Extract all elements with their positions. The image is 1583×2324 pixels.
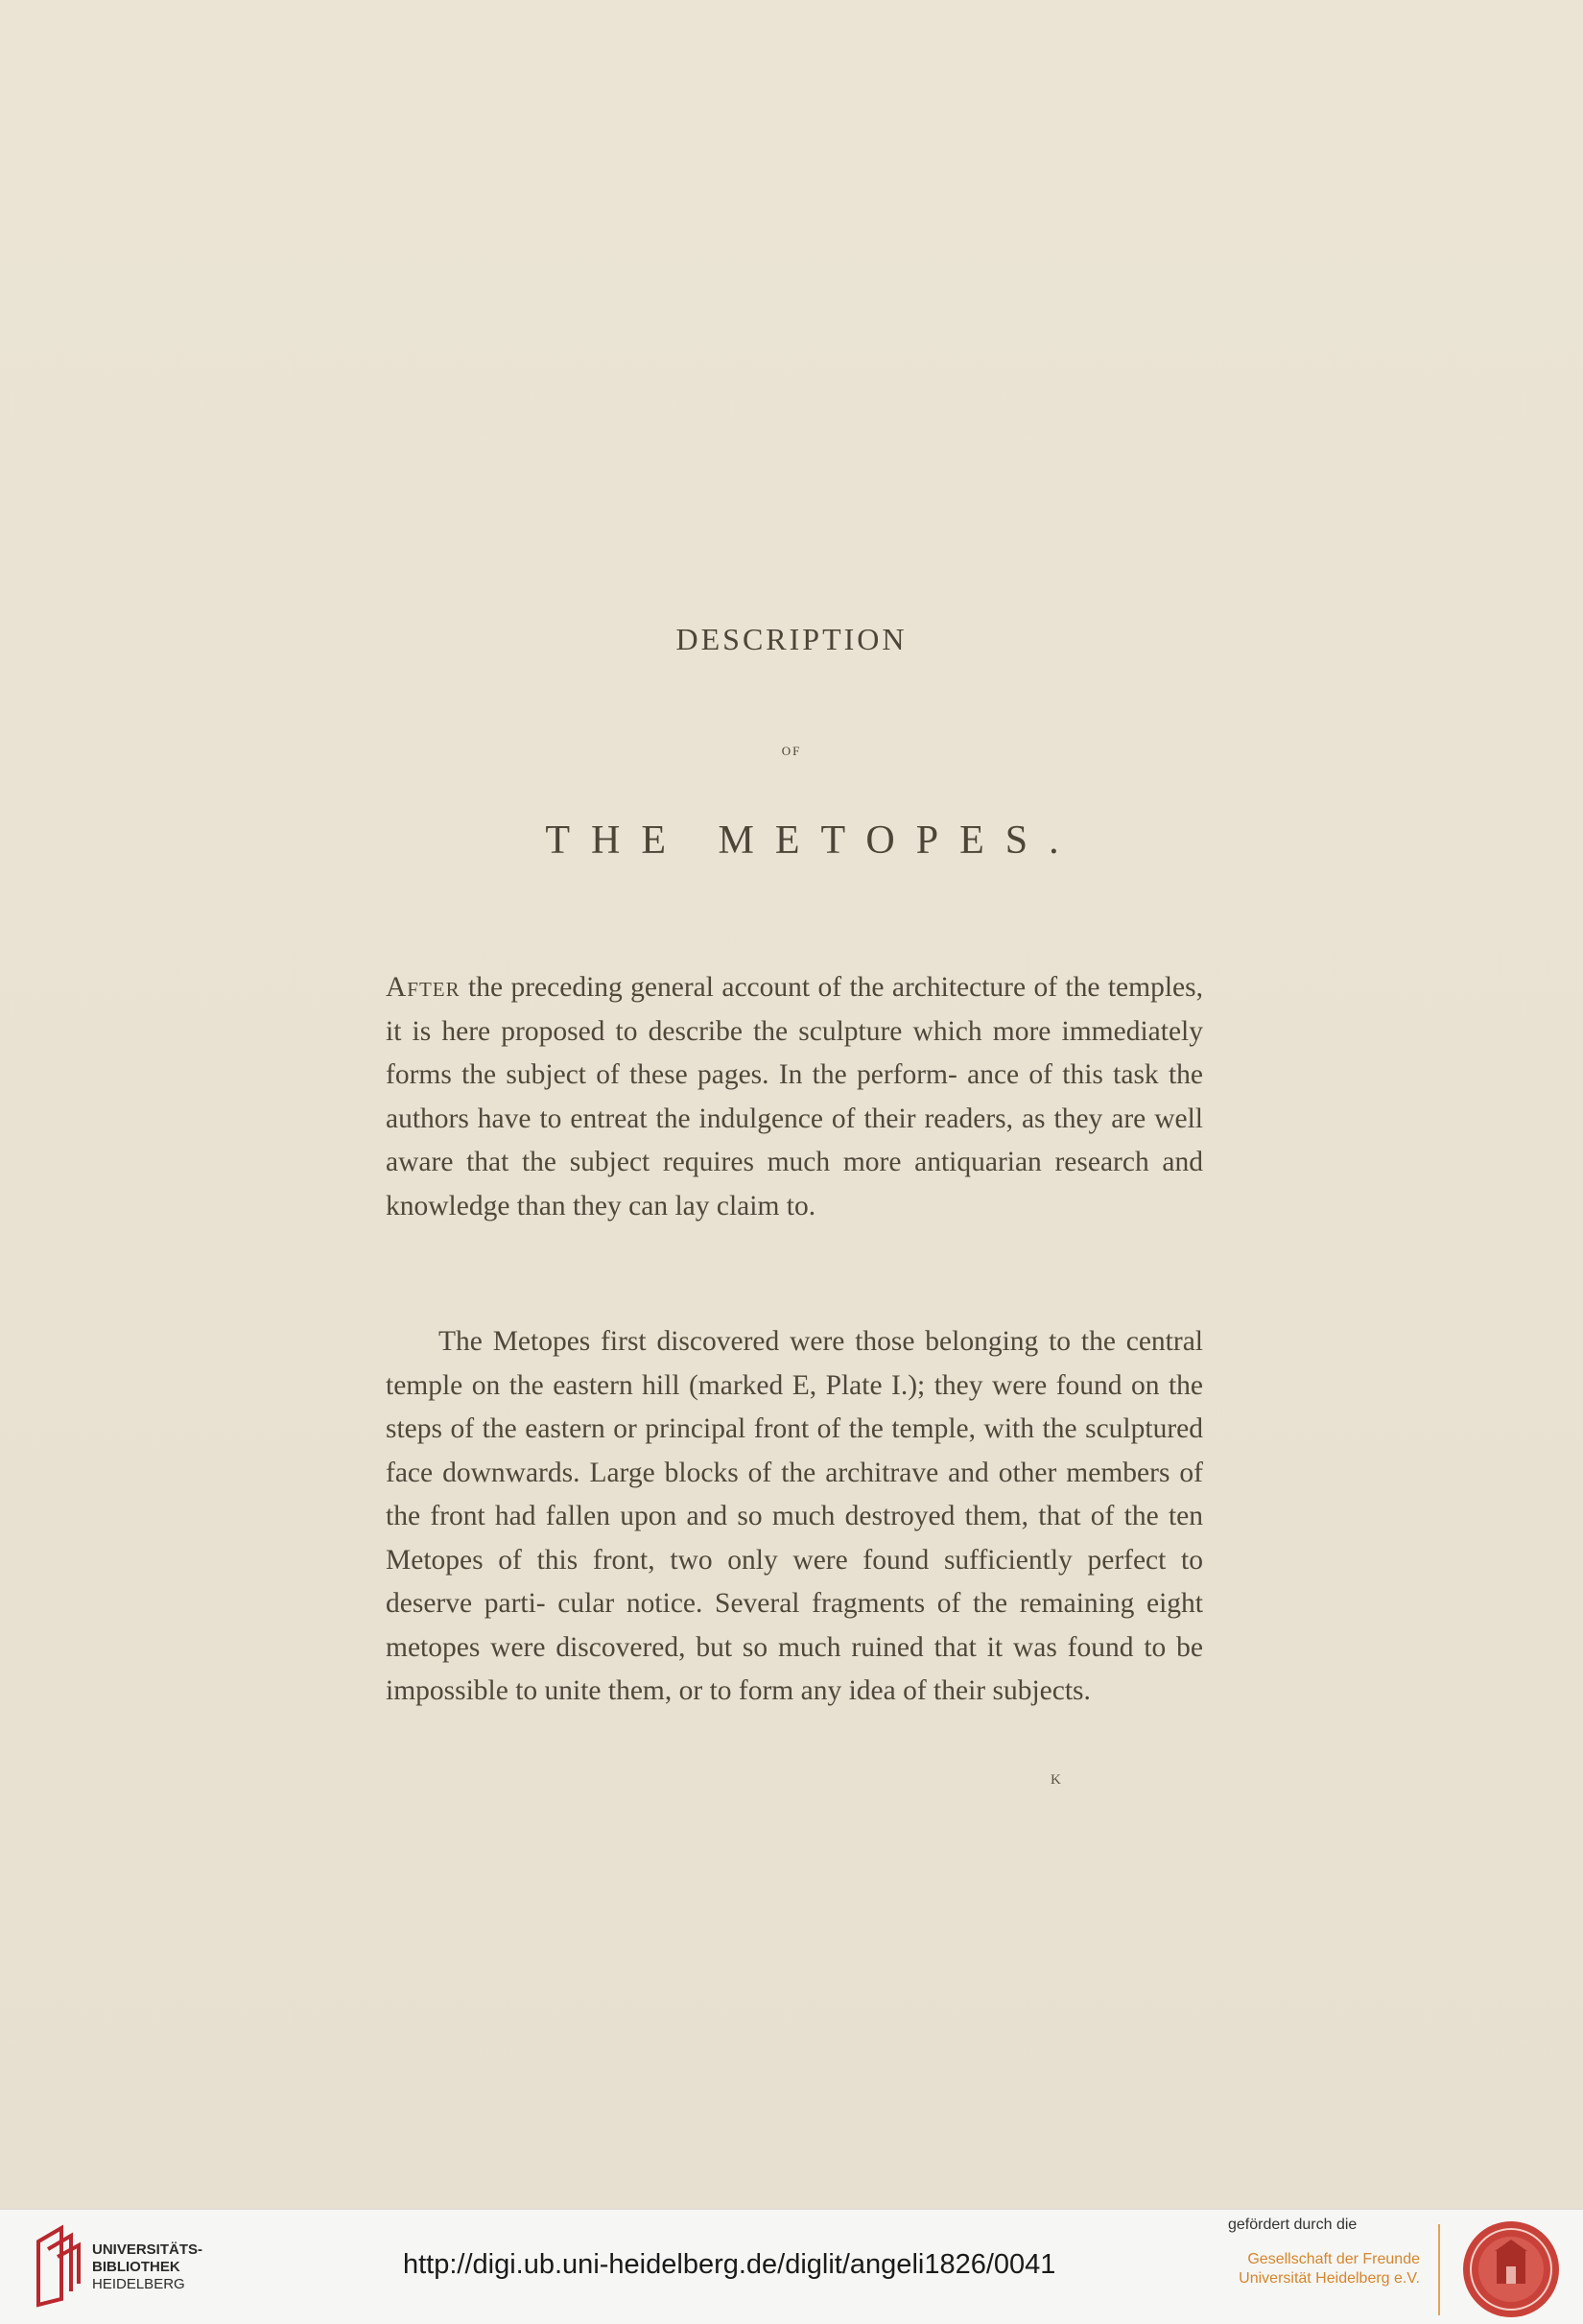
paragraph-after-text: the preceding general account of the architecture of the temples, it is here proposed to describe the sculpture which more immediately forms the subject of these pages. In the perform- ance of this task the authors have to entreat the indulgence of their readers, as they are well aware that the subject requires much more antiquarian research and knowledge than they can lay claim to. — [386, 972, 1203, 1221]
paragraph-lead-word: After — [386, 972, 461, 1003]
paragraph-after — [386, 966, 1203, 1228]
title-the-metopes: THE METOPES. — [545, 818, 1080, 863]
university-seal-icon — [1458, 2217, 1564, 2322]
paragraph-metopes-discovered: The Metopes first discovered were those belonging to the central temple on the eastern hill (marked E, Plate I.); they were found on the steps of the eastern or principal front of the temple, with the sculptured face downwards. Large blocks of the architrave and other members of the front had fallen upon and so much destroyed them, that of the ten Metopes of this front, two only were found sufficiently perfect to deserve parti- cular notice. Several fragments of the remaining eight metopes were discovered, but so much ruined that it was found to be impossible to unite them, or to form any idea of their subjects. — [386, 1326, 1203, 1706]
society-name-line1: Gesellschaft der Freunde — [1247, 2251, 1420, 2267]
society-name — [1239, 2250, 1420, 2288]
title-of: OF — [781, 744, 802, 758]
library-name-line2: BIBLIOTHEK — [92, 2259, 180, 2275]
library-logo-icon — [33, 2222, 83, 2309]
library-name-line1: UNIVERSITÄTS- — [92, 2241, 203, 2258]
society-name-line2: Universität Heidelberg e.V. — [1239, 2270, 1420, 2287]
funded-by-label: gefördert durch die — [1228, 2217, 1358, 2233]
library-name-line3: HEIDELBERG — [92, 2276, 185, 2292]
signature-mark: K — [1051, 1772, 1062, 1788]
library-name — [92, 2241, 202, 2293]
permalink-url[interactable]: http://digi.ub.uni-heidelberg.de/diglit/angeli1826/0041 — [403, 2249, 1056, 2280]
footer-divider — [1438, 2224, 1440, 2315]
title-description: DESCRIPTION — [675, 622, 908, 656]
